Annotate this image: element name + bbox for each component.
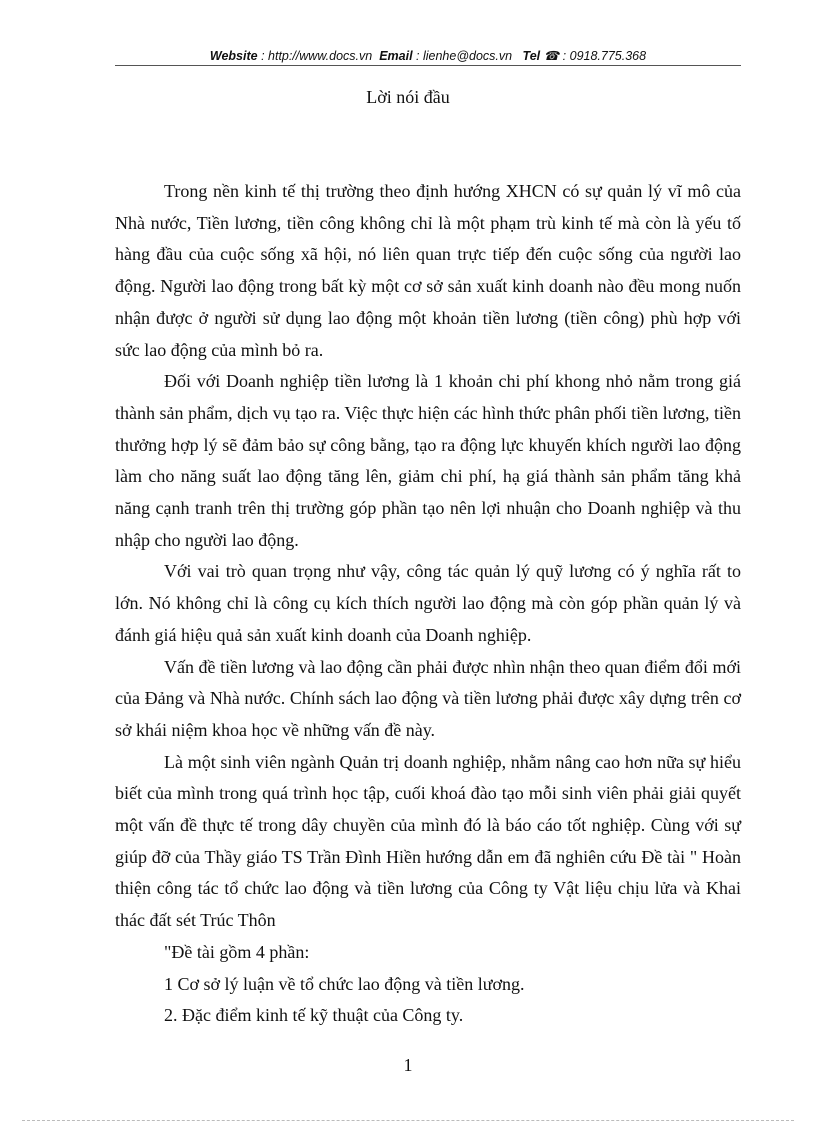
paragraph: Là một sinh viên ngành Quản trị doanh nghiệp, nhằm nâng cao hơn nữa sự hiểu biết của mình trong quá trình học tập, cuối khoá đào tạo mỗi sinh viên phải giải quyết một vấn đề thực tế trong dây chuyền của mình đó là báo cáo tốt nghiệp. Cùng với sự giúp đỡ của Thầy giáo TS Trần Đình Hiền hướng dẫn em đã nghiên cứu Đề tài " Hoàn thiện công tác tổ chức lao động và tiền lương của Công ty Vật liệu chịu lửa và Khai thác đất sét Trúc Thôn: [115, 751, 741, 931]
paragraph: Vấn đề tiền lương và lao động cần phải được nhìn nhận theo quan điểm đổi mới của Đảng và Nhà nước. Chính sách lao động và tiền lương phải được xây dựng trên cơ sở khái niệm khoa học về những vấn đề này.: [115, 656, 741, 740]
paragraph: "Đề tài gồm 4 phần:: [164, 941, 310, 962]
paragraph: Trong nền kinh tế thị trường theo định hướng XHCN có sự quản lý vĩ mô của Nhà nước, Tiền lương, tiền công không chỉ là một phạm trù kinh tế mà còn là yếu tố hàng đầu của cuộc sống xã hội, nó liên quan trực tiếp đến cuộc sống của người lao động. Người lao động trong bất kỳ một cơ sở sản xuất kinh doanh nào đều mong nuốn nhận được ở người sử dụng lao động một khoản tiền lương (tiền công) phù hợp với sức lao động của mình bỏ ra.: [115, 181, 741, 360]
website-value: http://www.docs.vn: [268, 49, 373, 63]
tel-value: 0918.775.368: [569, 49, 647, 63]
page-break-divider: [22, 1120, 794, 1121]
website-label: Website: [209, 49, 258, 63]
list-item: 1 Cơ sở lý luận về tổ chức lao động và tiền lương.: [164, 973, 525, 994]
email-value: lienhe@docs.vn: [422, 49, 513, 63]
paragraph: Đối với Doanh nghiệp tiền lương là 1 khoản chi phí khong nhỏ nằm trong giá thành sản phẩm, dịch vụ tạo ra. Việc thực hiện các hình thức phân phối tiền lương, tiền thưởng hợp lý sẽ đảm bảo sự công bằng, tạo ra động lực khuyến khích người lao động làm cho năng suất lao động tăng lên, giảm chi phí, hạ giá thành sản phẩm tăng khả năng cạnh tranh trên thị trường góp phần tạo nên lợi nhuận cho Doanh nghiệp và thu nhập cho người lao động.: [115, 371, 741, 550]
page-header: [115, 47, 741, 65]
email-label: Email: [379, 49, 413, 63]
document-title: Lời nói đầu: [366, 87, 450, 107]
list-item: 2. Đặc điểm kinh tế kỹ thuật của Công ty.: [164, 1005, 464, 1026]
website-separator: :: [257, 49, 269, 63]
paragraph: Với vai trò quan trọng như vậy, công tác quản lý quỹ lương có ý nghĩa rất to lớn. Nó không chỉ là công cụ kích thích người lao động mà còn góp phần quản lý và đánh giá hiệu quả sản xuất kinh doanh của Doanh nghiệp.: [115, 561, 741, 645]
page-number: 1: [403, 1055, 413, 1075]
tel-separator: :: [559, 49, 570, 63]
header-divider: [115, 65, 741, 66]
document-body: [115, 176, 741, 1032]
phone-icon: ☎: [543, 49, 560, 63]
email-separator: :: [412, 49, 423, 63]
tel-label: Tel: [522, 49, 541, 63]
